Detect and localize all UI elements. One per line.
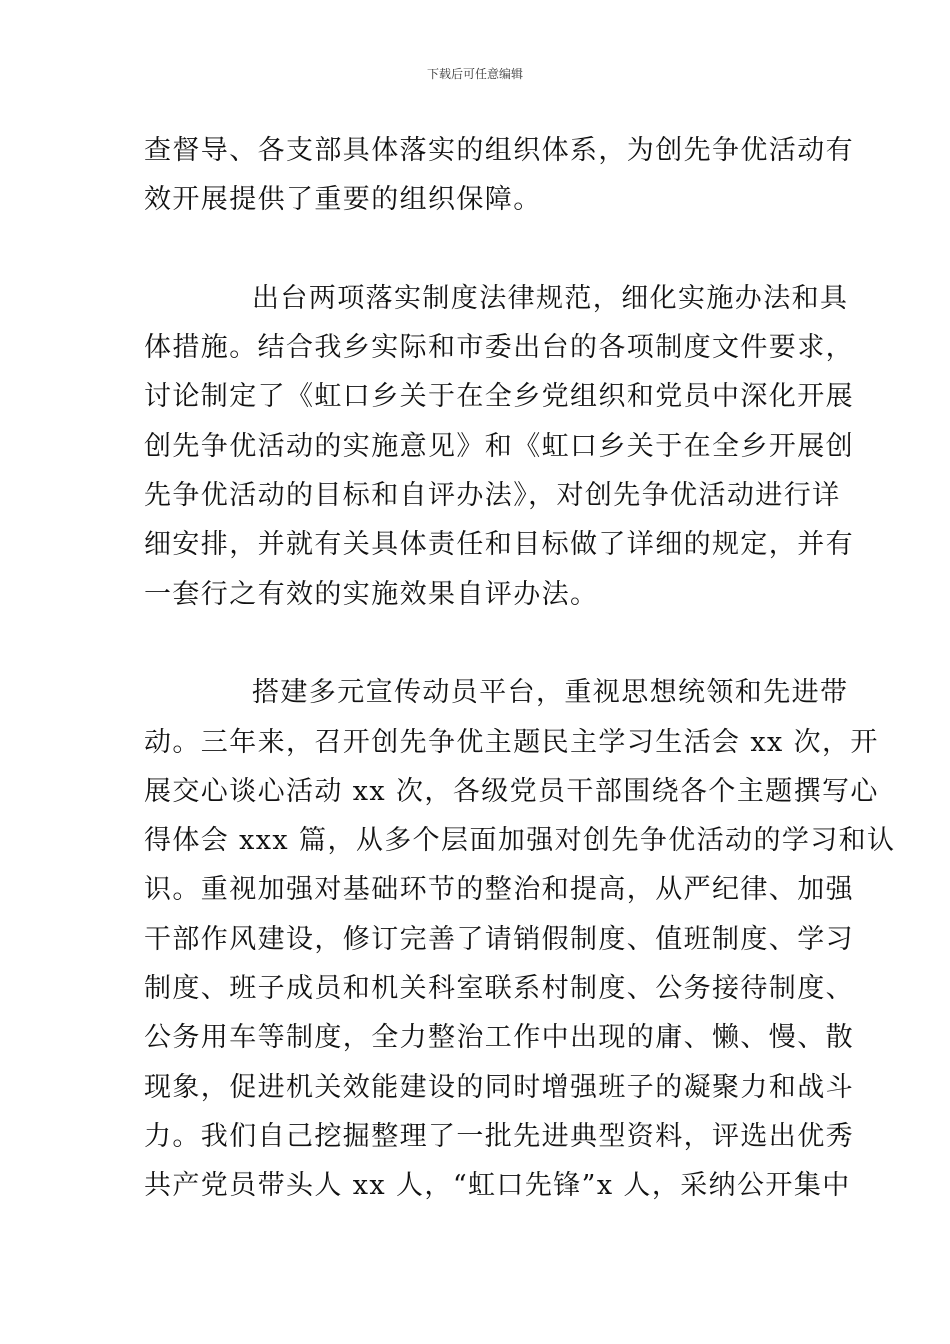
text-line: 得体会 xxx 篇，从多个层面加强对创先争优活动的学习和认 [144, 825, 896, 857]
text-line: 查督导、各支部具体落实的组织体系，为创先争优活动有 [144, 135, 854, 166]
paragraph-gap [144, 225, 808, 274]
text-line: 创先争优活动的实施意见》和《虹口乡关于在全乡开展创 [144, 430, 854, 462]
text-line: 出台两项落实制度法律规范，细化实施办法和具 [252, 282, 849, 314]
text-line: 现象，促进机关效能建设的同时增强班子的凝聚力和战斗 [144, 1071, 854, 1103]
text-line: 动。三年来，召开创先争优主题民主学习生活会 xx 次，开 [144, 726, 879, 758]
text-line: 讨论制定了《虹口乡关于在全乡党组织和党员中深化开展 [144, 381, 854, 413]
text-line: 公务用车等制度，全力整治工作中出现的庸、懒、慢、散 [144, 1022, 854, 1054]
text-line: 干部作风建设，修订完善了请销假制度、值班制度、学习 [144, 923, 854, 955]
text-line: 搭建多元宣传动员平台，重视思想统领和先进带 [252, 677, 849, 709]
text-line: 一套行之有效的实施效果自评办法。 [144, 578, 599, 610]
page-header: 下载后可任意编辑 [426, 67, 523, 81]
text-line: 力。我们自己挖掘整理了一批先进典型资料，评选出优秀 [144, 1120, 854, 1152]
document-body [144, 126, 896, 1211]
text-line: 识。重视加强对基础环节的整治和提高，从严纪律、加强 [144, 874, 854, 906]
paragraph-1 [144, 126, 854, 225]
text-line: 先争优活动的目标和自评办法》，对创先争优活动进行详 [144, 480, 841, 512]
paragraph-gap [144, 619, 808, 668]
text-line: 效开展提供了重要的组织保障。 [144, 184, 542, 216]
text-line: 细安排，并就有关具体责任和目标做了详细的规定，并有 [144, 529, 854, 561]
text-line: 体措施。结合我乡实际和市委出台的各项制度文件要求， [144, 332, 854, 364]
paragraph-3 [144, 668, 896, 1210]
text-line: 展交心谈心活动 xx 次，各级党员干部围绕各个主题撰写心 [144, 775, 879, 807]
text-line: 制度、班子成员和机关科室联系村制度、公务接待制度、 [144, 973, 854, 1005]
paragraph-2 [144, 274, 854, 619]
text-line: 共产党员带头人 xx 人，“虹口先锋”x 人，采纳公开集中 [144, 1170, 851, 1202]
